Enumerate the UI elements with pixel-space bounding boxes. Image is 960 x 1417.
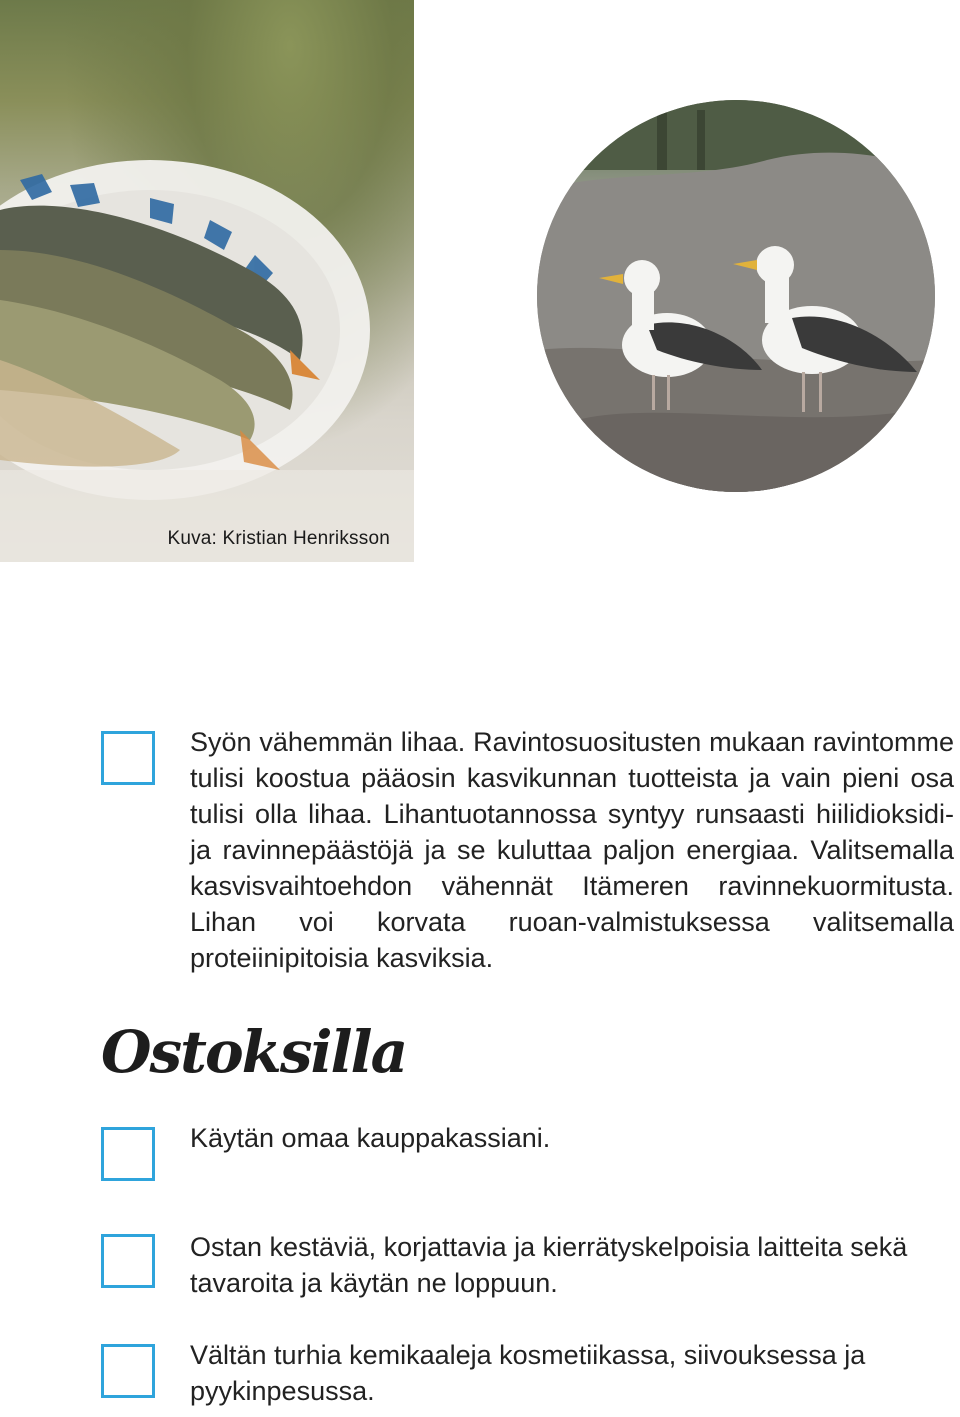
fish-photo-illustration	[0, 0, 414, 562]
checkbox-durable-goods[interactable]	[101, 1234, 155, 1288]
photo-credit: Kuva: Kristian Henriksson	[167, 528, 390, 549]
item-durable-goods-text: Ostan kestäviä, korjattavia ja kierrätyskelpoisia laitteita sekä tavaroita ja käytän ne loppuun.	[190, 1232, 908, 1298]
checkbox-own-shopping-bag[interactable]	[101, 1127, 155, 1181]
item-own-shopping-bag-text: Käytän omaa kauppakassiani.	[190, 1123, 551, 1153]
gull-photo-illustration	[537, 100, 935, 492]
checkbox-eat-less-meat[interactable]	[101, 731, 155, 785]
fish-photo	[0, 0, 414, 562]
item-eat-less-meat-text: Syön vähemmän lihaa. Ravintosuositusten mukaan ravintomme tulisi koostua pääosin kasvikunnan tuotteista ja vain pieni osa tulisi olla lihaa. Lihantuotannossa syntyy runsaasti hiilidioksidi- ja ravinnepäästöjä ja se kuluttaa paljon energiaa. Valitsemalla kasvisvaihtoehdon vähennät Itämeren ravinnekuormitusta. Lihan voi korvata ruoan-valmistuksessa valitsemalla proteiinipitoisia kasviksia.	[190, 727, 954, 973]
gull-photo	[537, 100, 935, 492]
item-avoid-chemicals-text: Vältän turhia kemikaaleja kosmetiikassa, siivouksessa ja pyykinpesussa.	[190, 1340, 866, 1406]
section-heading-ostoksilla: Ostoksilla	[101, 1018, 407, 1086]
checkbox-avoid-chemicals[interactable]	[101, 1344, 155, 1398]
